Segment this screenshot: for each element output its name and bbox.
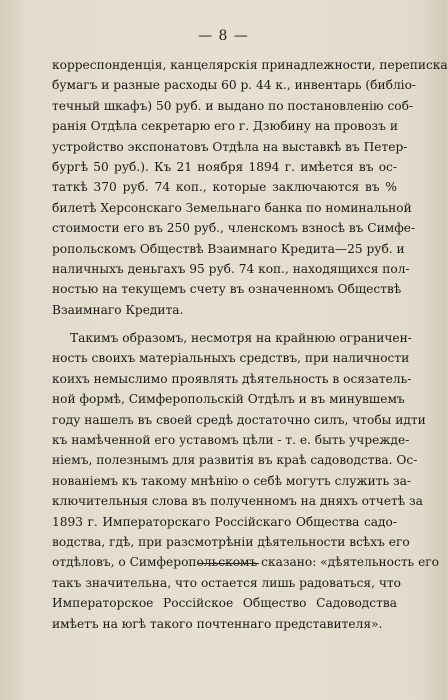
text-line: устройство экспонатовъ Отдѣла на выставкѣ въ Петер- [52, 139, 408, 154]
text-line: бумагъ и разные расходы 60 р. 44 к., инвентарь (библіо- [52, 78, 417, 93]
text-line: корреспонденція, канцелярскія принадлежности, переписка [52, 58, 448, 72]
text-line: стоимости его въ 250 руб., членскомъ взносѣ въ Симфе- [52, 221, 416, 236]
text-line: имѣетъ на югѣ такого почтеннаго представителя». [52, 616, 383, 631]
text-line: ключительныя слова въ полученномъ на дняхъ отчетѣ за [52, 494, 423, 509]
text-line: нованіемъ къ такому мнѣнію о себѣ могутъ служить за- [52, 473, 412, 488]
body-text [52, 55, 448, 634]
text-line: 1893 г. Императорскаго Россійскаго Общества садо- [52, 514, 397, 529]
text-line: бургѣ 50 руб.). Къ 21 ноября 1894 г. имѣется въ ос- [52, 159, 397, 174]
page-number: — 8 — [198, 28, 249, 44]
paragraph-balance [52, 55, 448, 320]
text-line: водства, гдѣ, при разсмотрѣніи дѣятельности всѣхъ его [52, 534, 410, 549]
text-line: ность своихъ матеріальныхъ средствъ, при наличности [52, 351, 410, 366]
text-line: Такимъ образомъ, несмотря на крайнюю ограничен- [70, 331, 412, 346]
text-line: таткѣ 370 руб. 74 коп., которые заключаются въ % [52, 180, 397, 195]
text-line: къ намѣченной его уставомъ цѣли - т. е. быть учрежде- [52, 433, 410, 448]
text-line: Взаимнаго Кредита. [52, 302, 184, 317]
text-line: ніемъ, полезнымъ для развитія въ краѣ садоводства. Ос- [52, 453, 418, 468]
text-line: такъ значительна, что остается лишь радоваться, что [52, 575, 401, 590]
text-line: ропольскомъ Обществѣ Взаимнаго Кредита—25 руб. и [52, 241, 405, 256]
text-line: Императорское Россійское Общество Садоводства [52, 596, 397, 611]
paragraph-conclusion [52, 328, 440, 634]
text-line: течный шкафъ) 50 руб. и выдано по постановленію соб- [52, 98, 414, 113]
text-line: отдѣловъ, о Симферопольскомъ сказано: «дѣятельность его [52, 555, 440, 570]
text-line: году нашелъ въ своей средѣ достаточно силъ, чтобы идти [52, 412, 426, 427]
text-line: ранія Отдѣла секретарю его г. Дзюбину на провозъ и [52, 119, 398, 134]
text-line: ной формѣ, Симферопольскій Отдѣлъ и въ минувшемъ [52, 392, 405, 407]
text-line: ностью на текущемъ счету въ означенномъ Обществѣ [52, 282, 402, 297]
text-line: наличныхъ деньгахъ 95 руб. 74 коп., находящихся пол- [52, 261, 410, 276]
text-line: билетѣ Херсонскаго Земельнаго банка по номинальной [52, 200, 412, 215]
text-line: коихъ немыслимо проявлять дѣятельность в осязатель- [52, 371, 412, 386]
closing-rule [197, 563, 259, 564]
